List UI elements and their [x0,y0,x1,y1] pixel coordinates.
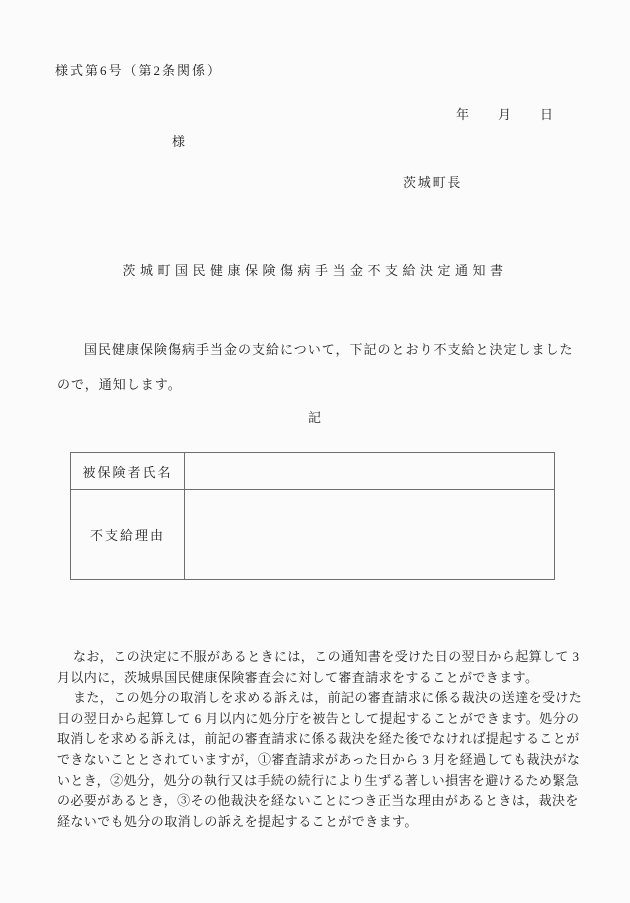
body-line: ので，通知します。 [57,377,182,392]
form-number: 様式第6号（第2条関係） [55,63,223,78]
insured-name-value [185,453,555,490]
denial-reason-value [185,490,555,580]
notes-line: 取消しを求める訴えは，前記の審査請求に係る裁決を経た後でなければ提起することが [57,731,580,747]
notes-line: の必要があるとき，③その他裁決を経ないことにつき正当な理由があるときは，裁決を [57,793,579,809]
notes-line: できないこととされていますが，①審査請求があった日から 3 月を経過しても裁決がな [57,751,581,767]
document-title: 茨城町国民健康保険傷病手当金不支給決定通知書 [122,263,508,278]
ki-heading: 記 [307,410,322,425]
date-day-label: 日 [539,107,553,122]
notes-line: 日の翌日から起算して 6 月以内に処分庁を被告として提起することができます。処分の [57,710,580,726]
body-paragraph [57,332,579,402]
addressee-honorific: 様 [172,134,187,149]
notes-line: いとき，②処分，処分の執行又は手続の続行により生ずる著しい損害を避けるため緊急 [57,772,580,788]
date-year-label: 年 [456,107,470,122]
insured-name-label: 被保険者氏名 [71,453,185,490]
date-month-label: 月 [497,107,511,122]
table-row-insured-name [71,453,555,490]
sender-title: 茨城町長 [403,175,463,190]
notes-paragraph [57,647,583,832]
notes-line: なお，この決定に不服があるときには，この通知書を受けた日の翌日から起算して 3 [73,649,580,664]
notes-line: 月以内に，茨城県国民健康保険審査会に対して審査請求をすることができます。 [57,669,539,685]
notes-line: また，この処分の取消しを求める訴えは，前記の審査請求に係る裁決の送達を受けた [73,690,583,706]
table-row-denial-reason [71,490,555,580]
denial-reason-label: 不支給理由 [71,490,185,580]
notes-line: 経ないでも処分の取消しの訴えを提起することができます。 [57,813,418,829]
date-line [456,104,553,123]
body-line: 国民健康保険傷病手当金の支給について，下記のとおり不支給と決定しました [84,342,574,357]
info-table [70,452,555,580]
